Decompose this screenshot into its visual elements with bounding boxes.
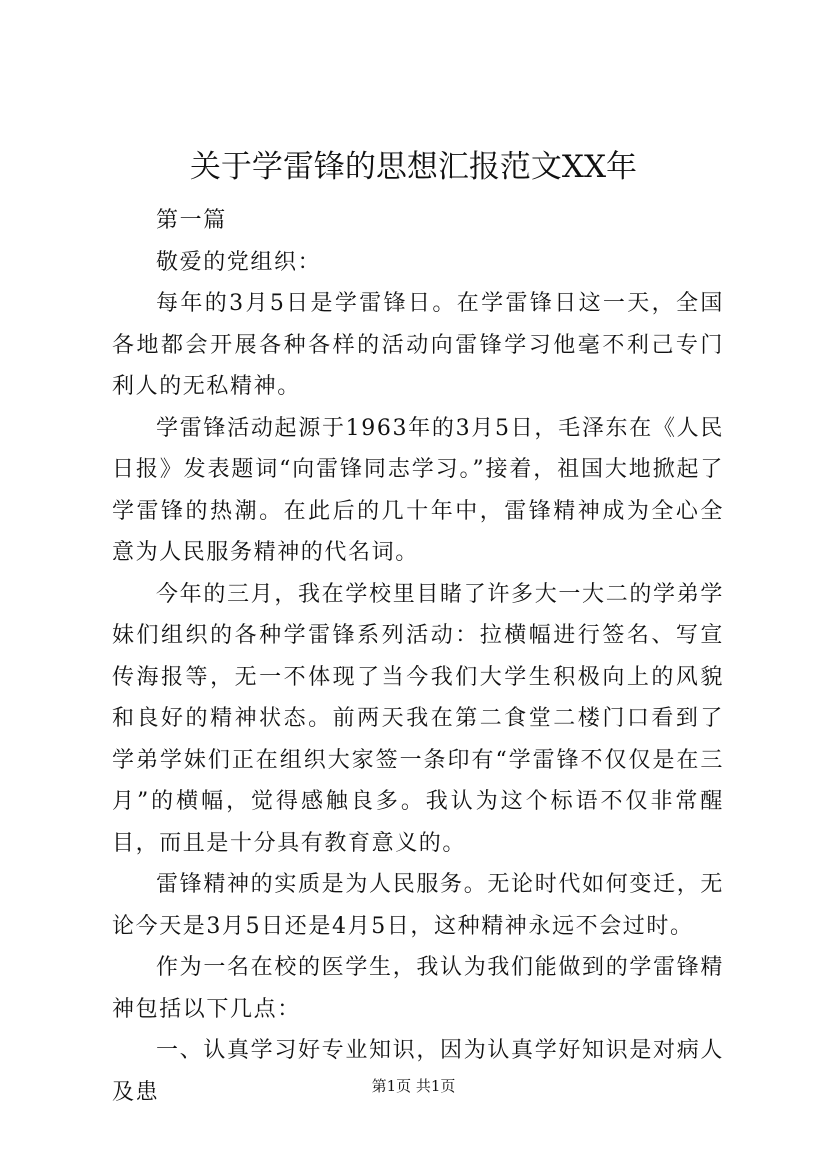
paragraph: 作为一名在校的医学生，我认为我们能做到的学雷锋精神包括以下几点： — [112, 955, 724, 1022]
page-footer: 第1页 共1页 — [371, 1077, 456, 1095]
document-body — [112, 200, 724, 1113]
document-title: 关于学雷锋的思想汇报范文XX年 — [189, 149, 638, 185]
paragraph: 学雷锋活动起源于1963年的3月5日，毛泽东在《人民日报》发表题词“向雷锋同志学习。”接着，祖国大地掀起了学雷锋的热潮。在此后的几十年中，雷锋精神成为全心全意为人民服务精神的代名词。 — [112, 415, 724, 565]
paragraph: 今年的三月，我在学校里目睹了许多大一大二的学弟学妹们组织的各种学雷锋系列活动：拉横幅进行签名、写宣传海报等，无一不体现了当今我们大学生积极向上的风貌和良好的精神状态。前两天我在第二食堂二楼门口看到了学弟学妹们正在组织大家签一条印有“学雷锋不仅仅是在三月”的横幅，觉得感触良多。我认为这个标语不仅非常醒目，而且是十分具有教育意义的。 — [112, 581, 724, 856]
paragraph: 每年的3月5日是学雷锋日。在学雷锋日这一天，全国各地都会开展各种各样的活动向雷锋学习他毫不利己专门利人的无私精神。 — [112, 291, 724, 399]
paragraph: 敬爱的党组织： — [156, 249, 322, 275]
paragraph: 雷锋精神的实质是为人民服务。无论时代如何变迁，无论今天是3月5日还是4月5日，这种精神永远不会过时。 — [112, 872, 724, 939]
paragraph: 一、认真学习好专业知识，因为认真学好知识是对病人及患 — [112, 1038, 724, 1105]
paragraph: 第一篇 — [156, 208, 227, 233]
